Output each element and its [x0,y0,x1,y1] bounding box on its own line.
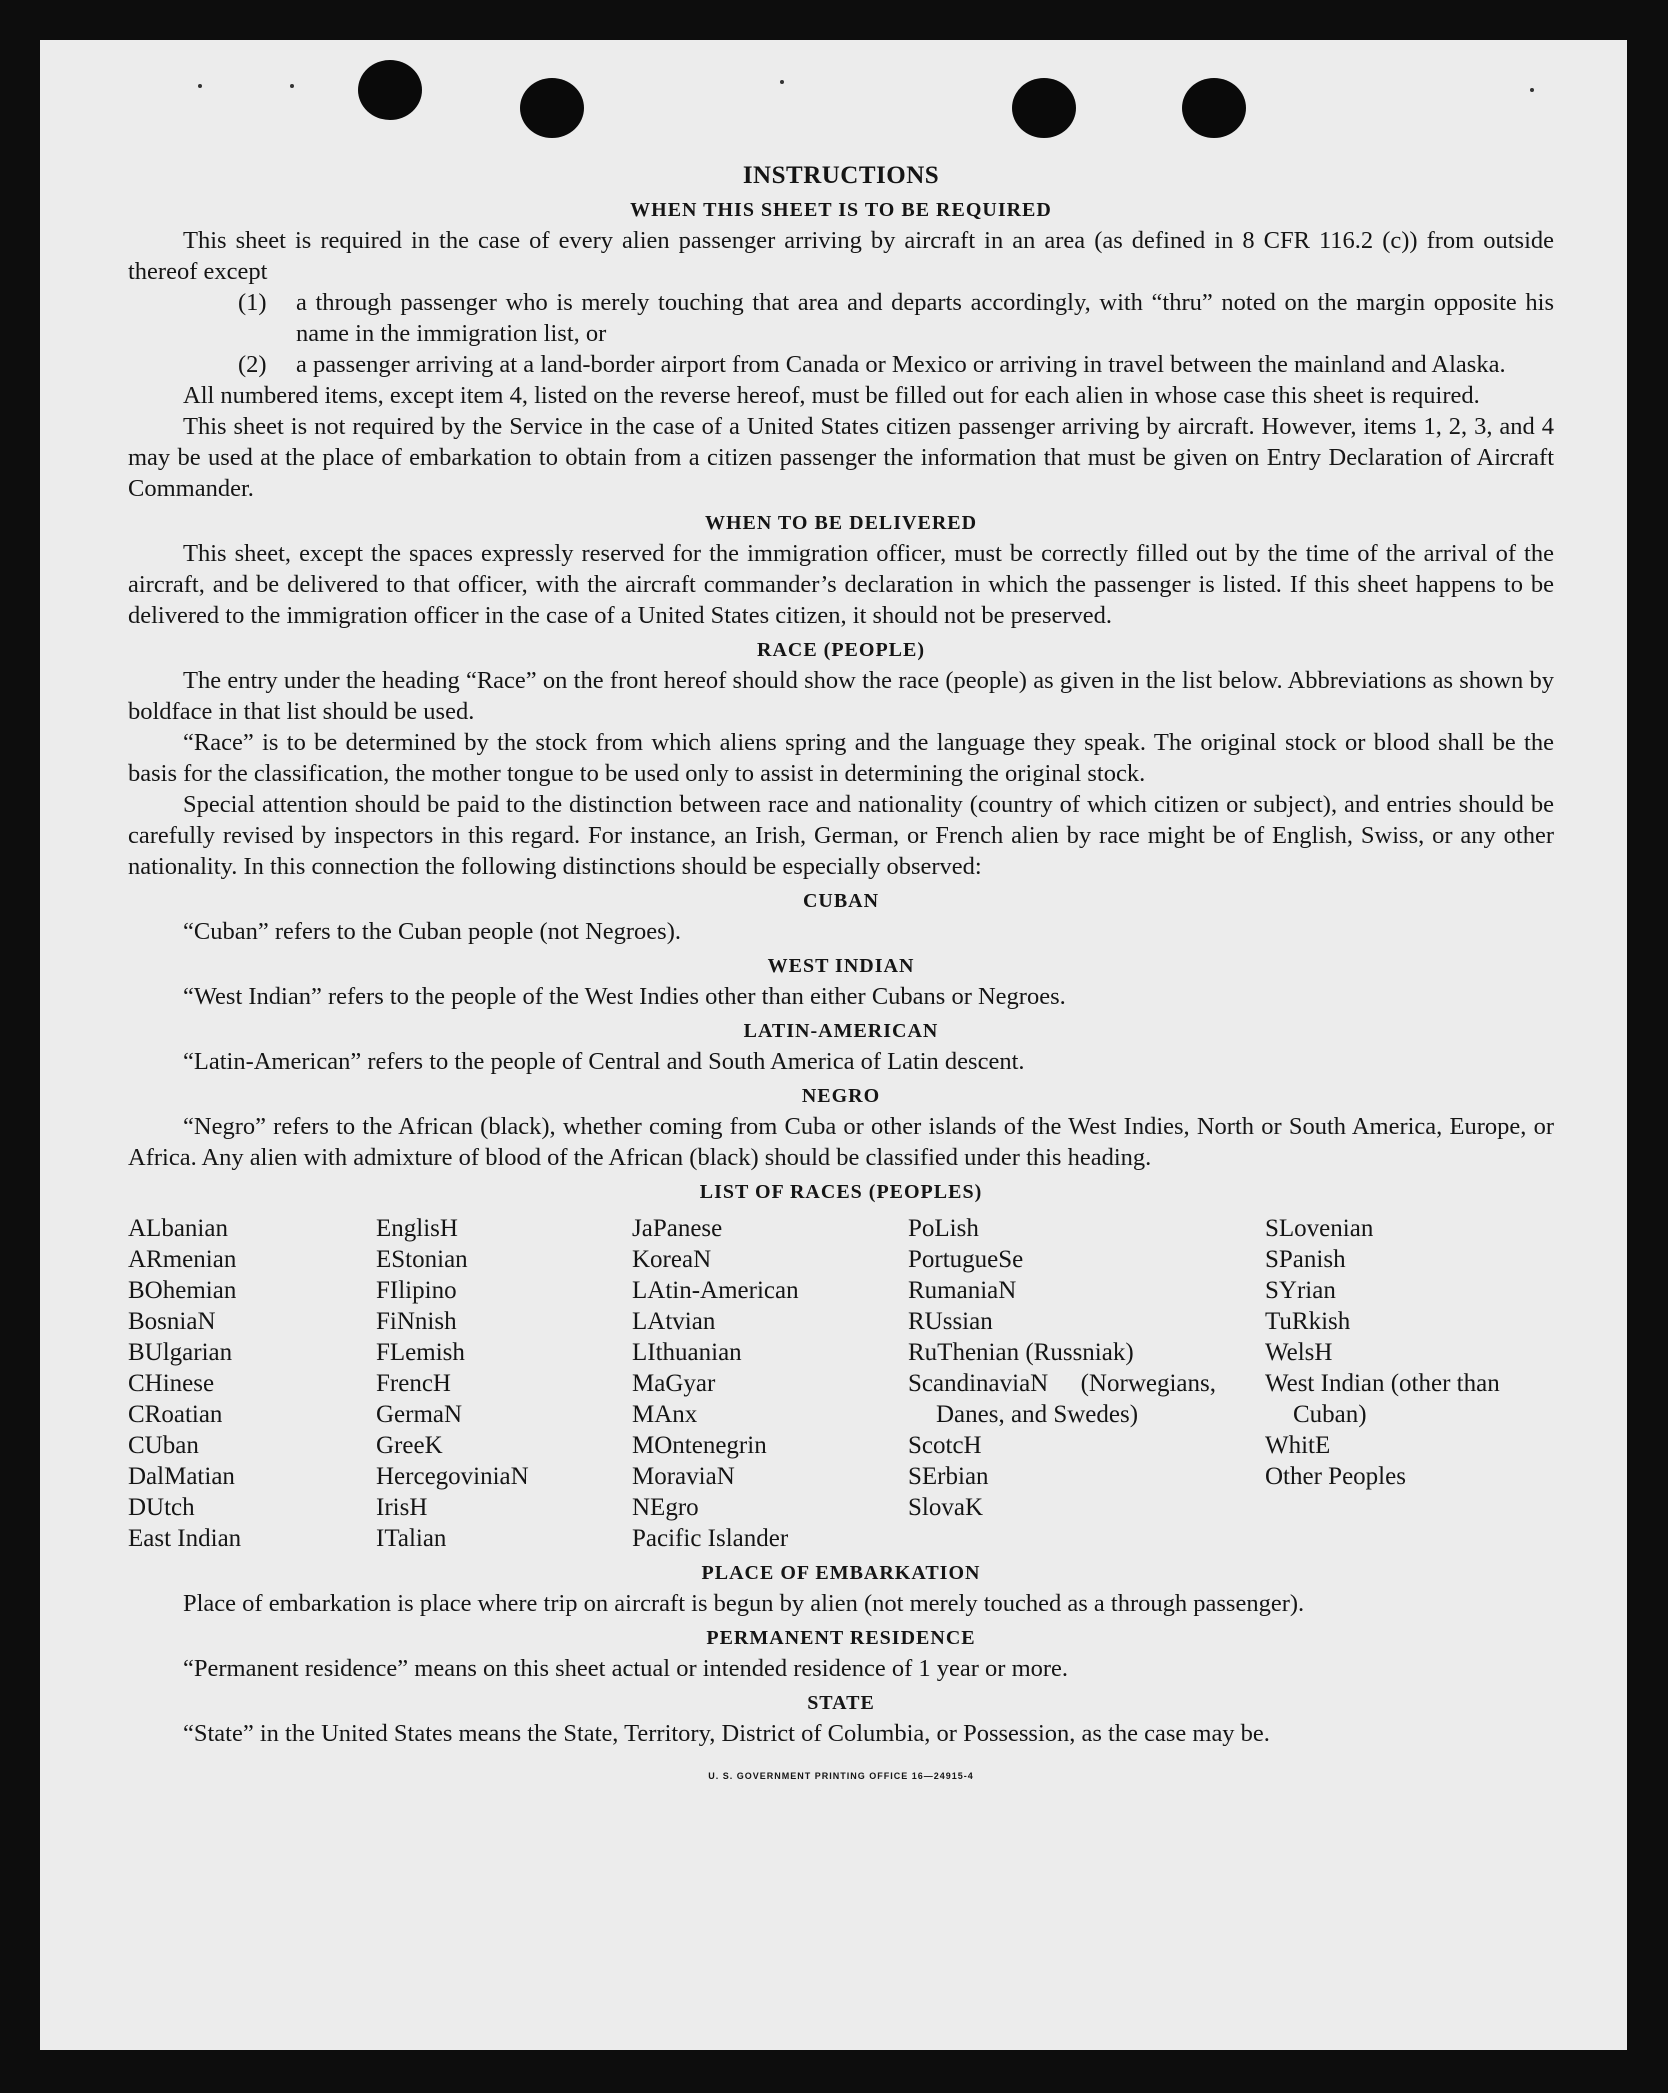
race-item: FIlipino [376,1277,457,1304]
race-item: LIthuanian [632,1339,742,1366]
race-list [128,1213,1554,1554]
race-item: KoreaN [632,1246,712,1273]
race-item: FrencH [376,1370,451,1397]
race-item: West Indian (other than Cuban) [1265,1370,1500,1428]
race-item: HercegoviniaN [376,1463,529,1490]
item-text: a passenger arriving at a land-border airport from Canada or Mexico or arriving in travel between the mainland and Alaska. [296,351,1506,378]
heading-state: STATE [807,1692,875,1714]
heading-permanent-residence: PERMANENT RESIDENCE [706,1627,976,1649]
race-item: Pacific Islander [632,1525,789,1552]
heading-latin-american: LATIN-AMERICAN [743,1020,939,1042]
race-item: WhitE [1265,1432,1331,1459]
race-item: East Indian [128,1525,242,1552]
race-item: SPanish [1265,1246,1346,1273]
race-item: Other Peoples [1265,1463,1406,1490]
race-item: RUssian [908,1308,993,1335]
heading-cuban: CUBAN [802,890,880,912]
race-item: LAtin-American [632,1277,799,1304]
race-column [128,1213,376,1554]
race-item: CUban [128,1432,199,1459]
race-item: CRoatian [128,1401,223,1428]
instructions-content [128,118,1554,1792]
race-column [632,1213,908,1554]
race-item: IrisH [376,1494,428,1521]
race-item: EnglisH [376,1215,458,1242]
race-item: ARmenian [128,1246,237,1273]
race-column [908,1213,1265,1554]
paragraph: “Negro” refers to the African (black), whether coming from Cuba or other islands of the West Indies, North or South America, Europe, or Africa. Any alien with admixture of blood of the African (black) should be classified under this heading. [128,1113,1554,1171]
speck [198,84,202,88]
race-item: GermaN [376,1401,463,1428]
race-item: DUtch [128,1494,195,1521]
item-number: (2) [238,351,267,378]
race-item: MAnx [632,1401,698,1428]
race-item: CHinese [128,1370,215,1397]
race-item: NEgro [632,1494,699,1521]
race-item: ScandinaviaN (Norwegians, Danes, and Swedes) [908,1370,1216,1428]
race-column [376,1213,632,1554]
race-item: MoraviaN [632,1463,735,1490]
paragraph: “West Indian” refers to the people of the West Indies other than either Cubans or Negroes. [183,983,1066,1010]
speck [780,80,784,84]
paragraph: “Race” is to be determined by the stock from which aliens spring and the language they speak. The original stock or blood shall be the basis for the classification, the mother tongue to be used only to assist in determining the original stock. [128,729,1554,787]
race-item: ScotcH [908,1432,982,1459]
race-item: RuThenian (Russniak) [908,1339,1134,1366]
punch-hole [358,60,422,120]
paragraph: “Permanent residence” means on this sheet actual or intended residence of 1 year or more. [183,1655,1069,1682]
race-item: FLemish [376,1339,465,1366]
paragraph: The entry under the heading “Race” on the front hereof should show the race (people) as given in the list below. Abbreviations as shown by boldface in that list should be used. [128,667,1554,725]
race-item: JaPanese [632,1215,723,1242]
race-item: MaGyar [632,1370,716,1397]
paragraph: This sheet is required in the case of every alien passenger arriving by aircraft in an area (as defined in 8 CFR 116.2 (c)) from outside thereof except [128,227,1554,285]
race-item: DalMatian [128,1463,235,1490]
race-item: PoLish [908,1215,979,1242]
item-text: a through passenger who is merely touching that area and departs accordingly, with “thru” noted on the margin opposite his name in the immigration list, or [296,289,1554,347]
race-item: ITalian [376,1525,447,1552]
heading-negro: NEGRO [801,1085,881,1107]
race-item: ALbanian [128,1215,228,1242]
paragraph: Special attention should be paid to the distinction between race and nationality (country of which citizen or subject), and entries should be carefully revised by inspectors in this regard. For instance, an Irish, German, or French alien by race might be of English, Swiss, or any other nationality. In this connection the following distinctions should be especially observed: [128,791,1554,880]
paragraph: Place of embarkation is place where trip on aircraft is begun by alien (not merely touched as a through passenger). [183,1590,1305,1617]
page-title: INSTRUCTIONS [742,162,940,189]
race-item: RumaniaN [908,1277,1017,1304]
printer-imprint: U. S. GOVERNMENT PRINTING OFFICE 16—24915-4 [708,1771,974,1781]
heading-race: RACE (PEOPLE) [757,639,925,661]
speck [290,84,294,88]
heading-place-of-embarkation: PLACE OF EMBARKATION [701,1562,981,1584]
race-item: BOhemian [128,1277,237,1304]
heading-west-indian: WEST INDIAN [767,955,915,977]
paragraph: All numbered items, except item 4, listed on the reverse hereof, must be filled out for each alien in whose case this sheet is required. [183,382,1480,409]
race-item: PortugueSe [908,1246,1024,1273]
paragraph: This sheet, except the spaces expressly reserved for the immigration officer, must be correctly filled out by the time of the arrival of the aircraft, and be delivered to that officer, with the aircraft commander’s declaration in which the passenger is listed. If this sheet happens to be delivered to the immigration officer in the case of a United States citizen, it should not be preserved. [128,540,1554,629]
item-number: (1) [238,289,267,316]
race-item: MOntenegrin [632,1432,767,1459]
paragraph: “Cuban” refers to the Cuban people (not Negroes). [183,918,681,945]
list-item [128,287,1554,349]
paragraph: This sheet is not required by the Service in the case of a United States citizen passenger arriving by aircraft. However, items 1, 2, 3, and 4 may be used at the place of embarkation to obtain from a citizen passenger the information that must be given on Entry Declaration of Aircraft Commander. [128,413,1554,502]
race-item: BUlgarian [128,1339,233,1366]
race-item: SYrian [1265,1277,1336,1304]
race-column [1265,1213,1554,1554]
race-item: GreeK [376,1432,443,1459]
heading-when-required: WHEN THIS SHEET IS TO BE REQUIRED [630,199,1052,221]
document-sheet [40,40,1627,2050]
race-item: EStonian [376,1246,468,1273]
list-item [128,349,1554,380]
race-item: LAtvian [632,1308,716,1335]
race-item: SLovenian [1265,1215,1374,1242]
race-item: TuRkish [1265,1308,1351,1335]
race-item: FiNnish [376,1308,457,1335]
race-item: SErbian [908,1463,989,1490]
race-item: BosniaN [128,1308,216,1335]
heading-list-of-races: LIST OF RACES (PEOPLES) [699,1181,983,1203]
heading-when-delivered: WHEN TO BE DELIVERED [704,512,978,534]
race-item: SlovaK [908,1494,983,1521]
speck [1530,88,1534,92]
paragraph: “State” in the United States means the State, Territory, District of Columbia, or Possession, as the case may be. [183,1720,1270,1747]
paragraph: “Latin-American” refers to the people of Central and South America of Latin descent. [183,1048,1025,1075]
race-item: WelsH [1265,1339,1333,1366]
